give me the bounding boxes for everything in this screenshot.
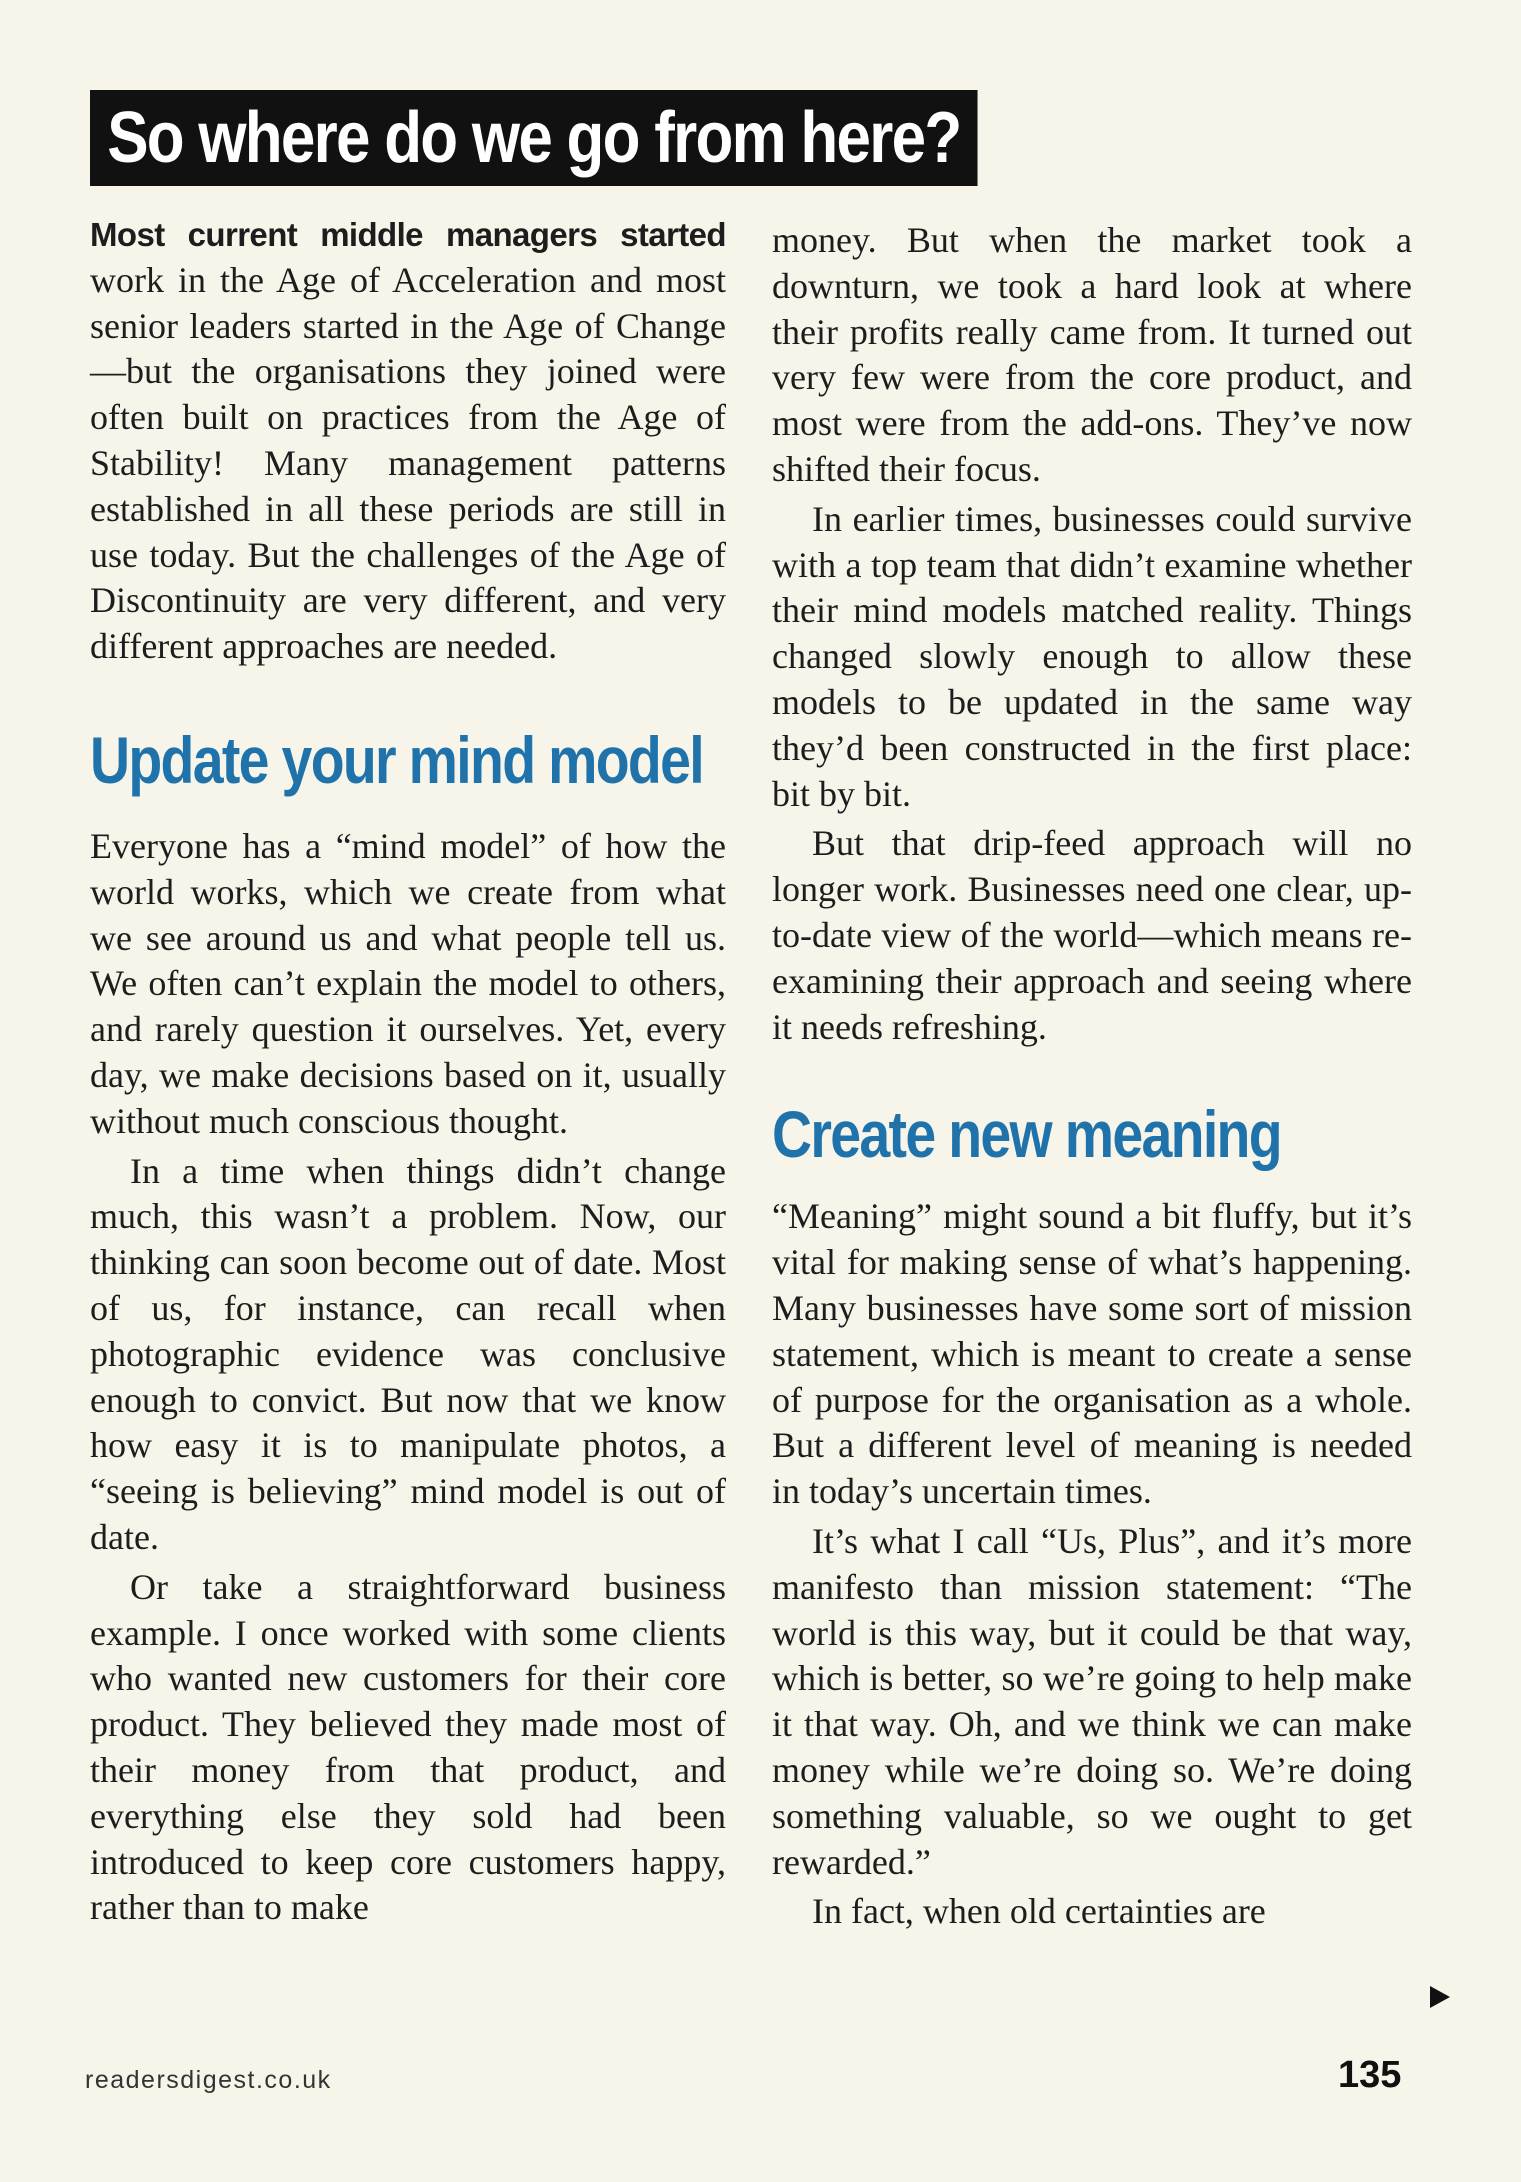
subhead-create-new-meaning: Create new meaning	[772, 1097, 1281, 1172]
footer-url: readersdigest.co.uk	[85, 2066, 332, 2094]
intro-paragraph	[90, 212, 726, 670]
intro-lead-in: Most current middle managers started	[90, 216, 726, 253]
body-paragraph: In fact, when old certainties are	[812, 1891, 1266, 1932]
subhead-update-mind-model: Update your mind model	[90, 722, 703, 797]
continue-arrow-icon	[1430, 1986, 1450, 2008]
body-paragraph: It’s what I call “Us, Plus”, and it’s more manifesto than mission statement: “The world is this way, but it could be that way, which is better, so we’re going to help make it that way. Oh, and we think we can make money while we’re doing so. We’re doing something valuable, so we ought to get rewarded.”	[772, 1520, 1412, 1882]
right-column	[772, 218, 1412, 1935]
intro-body: work in the Age of Acceleration and most senior leaders started in the Age of Change—but the organisations they joined were often built on practices from the Age of Stability! Many management patterns established in all these periods are still in use today. But the challenges of the Age of Discontinuity are very different, and very different approaches are needed.	[90, 259, 726, 667]
body-paragraph: “Meaning” might sound a bit fluffy, but it’s vital for making sense of what’s happening. Many businesses have some sort of mission statement, which is meant to create a sense of purpose for the organisation as a whole. But a different level of meaning is needed in today’s uncertain times.	[772, 1196, 1412, 1512]
body-paragraph: In earlier times, businesses could survive with a top team that didn’t examine whether their mind models matched reality. Things changed slowly enough to allow these models to be updated in the same way they’d been constructed in the first place: bit by bit.	[772, 498, 1412, 814]
body-paragraph: money. But when the market took a downturn, we took a hard look at where their profits really came from. It turned out very few were from the core product, and most were from the add-ons. They’ve now shifted their focus.	[772, 220, 1412, 489]
body-paragraph: Everyone has a “mind model” of how the world works, which we create from what we see around us and what people tell us. We often can’t explain the model to others, and rarely question it ourselves. Yet, every day, we make decisions based on it, usually without much conscious thought.	[90, 825, 726, 1141]
page-number: 135	[1338, 2054, 1402, 2096]
body-paragraph: Or take a straightforward business example. I once worked with some clients who wanted new customers for their core product. They believed they made most of their money from that product, and everything else they sold had been introduced to keep core customers happy, rather than to make	[90, 1566, 726, 1928]
body-paragraph: In a time when things didn’t change much, this wasn’t a problem. Now, our thinking can soon become out of date. Most of us, for instance, can recall when photographic evidence was conclusive enough to convict. But now that we know how easy it is to manipulate photos, a “seeing is believing” mind model is out of date.	[90, 1150, 726, 1557]
left-column	[90, 212, 726, 1931]
article-title: So where do we go from here?	[90, 90, 978, 186]
body-paragraph: But that drip-feed approach will no longer work. Businesses need one clear, up-to-date view of the world—which means re-examining their approach and seeing where it needs refreshing.	[772, 823, 1412, 1047]
